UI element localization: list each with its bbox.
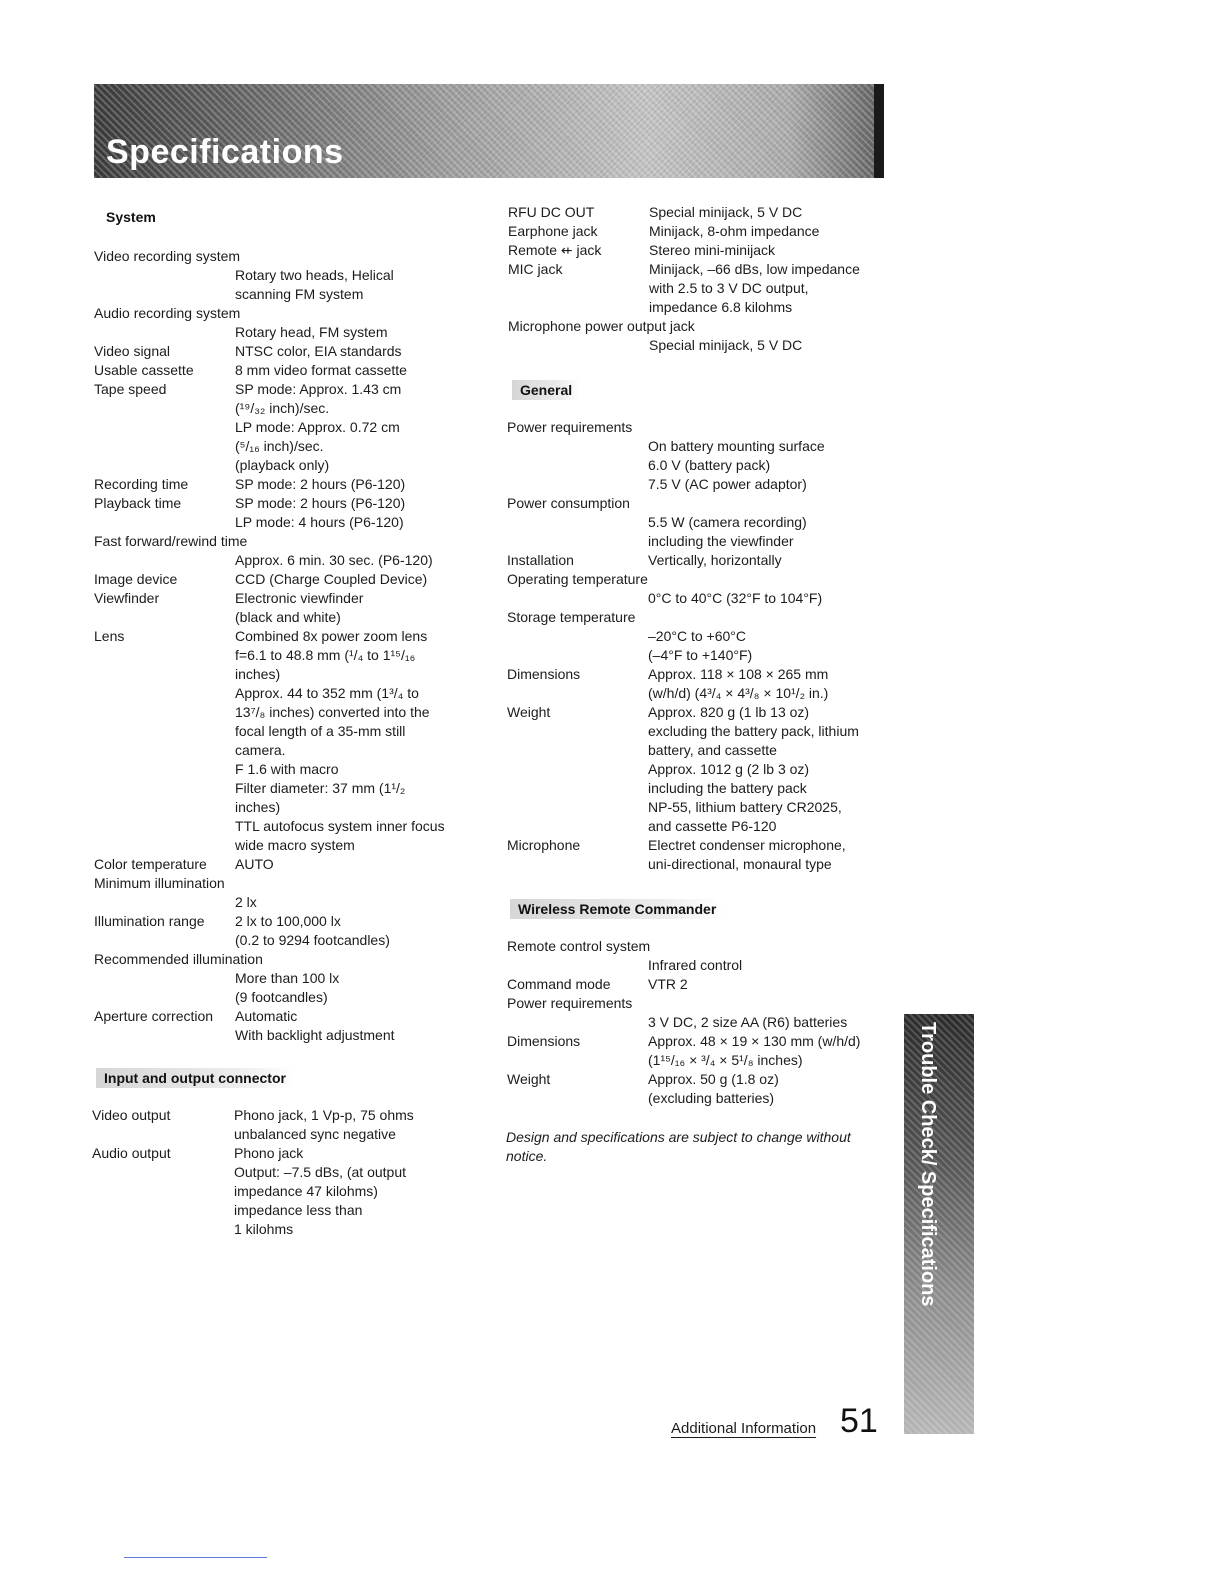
spec-row [94, 494, 445, 532]
spec-label [507, 513, 648, 551]
spec-value-line: battery, and cassette [648, 742, 777, 758]
spec-value-line: Approx. 1012 g (2 lb 3 oz) [648, 761, 810, 777]
spec-value-line: Special minijack, 5 V DC [649, 337, 803, 353]
spec-value-line: 0°C to 40°C (32°F to 104°F) [648, 590, 823, 606]
spec-value-line: Phono jack, 1 Vp-p, 75 ohms [234, 1107, 414, 1123]
spec-label: Power requirements [507, 419, 633, 435]
spec-row [507, 836, 859, 874]
spec-value-line: SP mode: 2 hours (P6-120) [235, 476, 406, 492]
spec-row [507, 703, 859, 836]
spec-label: Power requirements [507, 995, 633, 1011]
spec-value [234, 1144, 406, 1239]
spec-row [94, 855, 445, 874]
spec-value [649, 203, 802, 222]
spec-value-line: NTSC color, EIA standards [235, 343, 402, 359]
spec-label [94, 323, 235, 342]
spec-row [94, 247, 445, 266]
spec-value [648, 1070, 779, 1108]
spec-row [94, 380, 445, 475]
spec-value-line: 5.5 W (camera recording) [648, 514, 807, 530]
spec-row [94, 323, 445, 342]
spec-row [94, 912, 445, 950]
spec-label: Minimum illumination [94, 875, 225, 891]
spec-row [94, 874, 445, 893]
spec-label: Recommended illumination [94, 951, 263, 967]
spec-value-line: Approx. 6 min. 30 sec. (P6-120) [235, 552, 433, 568]
spec-row [94, 532, 445, 551]
spec-value [235, 912, 390, 950]
spec-value-line: Approx. 48 × 19 × 130 mm (w/h/d) [648, 1033, 861, 1049]
spec-label [507, 437, 648, 494]
spec-value-line: LP mode: Approx. 0.72 cm [235, 419, 400, 435]
spec-value-line: (playback only) [235, 457, 330, 473]
spec-label: Illumination range [94, 913, 205, 929]
spec-label [508, 336, 649, 355]
spec-value [235, 627, 445, 855]
spec-row [94, 627, 445, 855]
spec-row [94, 893, 445, 912]
spec-label: Image device [94, 571, 178, 587]
spec-value [648, 1032, 860, 1070]
spec-value-line: SP mode: 2 hours (P6-120) [235, 495, 406, 511]
spec-value [235, 589, 363, 627]
disclaimer-note: Design and specifications are subject to change without notice. [506, 1129, 851, 1164]
spec-row [507, 1032, 860, 1070]
spec-row [92, 1106, 414, 1144]
spec-label: Remote ⇷ jack [508, 242, 602, 258]
spec-row [508, 260, 860, 317]
spec-label: Microphone power output jack [508, 318, 695, 334]
spec-value-line: –20°C to +60°C [648, 628, 746, 644]
spec-label: Weight [507, 704, 551, 720]
spec-value-line: Approx. 118 × 108 × 265 mm [648, 666, 829, 682]
spec-row [507, 1070, 860, 1108]
spec-row [507, 570, 859, 589]
spec-label [507, 589, 648, 608]
spec-row [94, 551, 445, 570]
general-heading: General [512, 380, 580, 400]
wireless-spec-list [507, 937, 860, 1108]
spec-value-line: (black and white) [235, 609, 341, 625]
spec-row [508, 203, 860, 222]
spec-value-line: impedance 47 kilohms) [234, 1183, 378, 1199]
spec-label: Weight [507, 1071, 551, 1087]
spec-value-line: 1 kilohms [234, 1221, 294, 1237]
spec-value-line: and cassette P6-120 [648, 818, 777, 834]
spec-label: Remote control system [507, 938, 651, 954]
connector-spec-list [508, 203, 860, 355]
spec-value-line: camera. [235, 742, 286, 758]
spec-value-line: Electret condenser microphone, [648, 837, 846, 853]
spec-row [507, 589, 859, 608]
wireless-heading: Wireless Remote Commander [510, 899, 724, 919]
spec-value [235, 342, 402, 361]
spec-value [649, 241, 775, 260]
spec-label: Command mode [507, 976, 611, 992]
spec-value-line: 2 lx [235, 894, 257, 910]
spec-value-line: 6.0 V (battery pack) [648, 457, 771, 473]
spec-value [648, 589, 822, 608]
spec-value-line: inches) [235, 666, 281, 682]
spec-value-line: AUTO [235, 856, 274, 872]
spec-value-line: VTR 2 [648, 976, 688, 992]
spec-value-line: uni-directional, monaural type [648, 856, 832, 872]
spec-value-line: TTL autofocus system inner focus [235, 818, 445, 834]
spec-label [94, 551, 235, 570]
spec-value-line: scanning FM system [235, 286, 364, 302]
spec-value [648, 975, 688, 994]
spec-row [94, 475, 445, 494]
header-banner [94, 84, 884, 178]
spec-label: Microphone [507, 837, 581, 853]
spec-label: Aperture correction [94, 1008, 214, 1024]
spec-label: Lens [94, 628, 125, 644]
spec-value [649, 222, 819, 241]
spec-value [235, 969, 339, 1007]
spec-value-line: Special minijack, 5 V DC [649, 204, 803, 220]
spec-row [92, 1144, 414, 1239]
spec-row [507, 665, 859, 703]
spec-value-line: Stereo mini-minijack [649, 242, 776, 258]
spec-row [508, 241, 860, 260]
spec-value [648, 513, 807, 551]
spec-label: Viewfinder [94, 590, 160, 606]
spec-label: Video output [92, 1107, 171, 1123]
spec-value [235, 494, 405, 532]
spec-value [235, 266, 394, 304]
spec-label [94, 969, 235, 1007]
spec-row [507, 513, 859, 551]
spec-label: Dimensions [507, 1033, 581, 1049]
spec-value-line: With backlight adjustment [235, 1027, 395, 1043]
spec-value [234, 1106, 414, 1144]
spec-value-line: with 2.5 to 3 V DC output, [649, 280, 809, 296]
spec-label [507, 1013, 648, 1032]
bottom-rule [124, 1557, 267, 1558]
spec-value-line: (1¹⁵/₁₆ × ³/₄ × 5¹/₈ inches) [648, 1052, 803, 1068]
spec-value [649, 260, 860, 317]
spec-value-line: (¹⁹/₃₂ inch)/sec. [235, 400, 330, 416]
spec-value-line: NP-55, lithium battery CR2025, [648, 799, 842, 815]
spec-value-line: 8 mm video format cassette [235, 362, 407, 378]
spec-value-line: (0.2 to 9294 footcandles) [235, 932, 390, 948]
page-title: Specifications [106, 133, 344, 171]
spec-label: Video recording system [94, 248, 241, 264]
spec-value-line: Infrared control [648, 957, 743, 973]
spec-label: Color temperature [94, 856, 207, 872]
spec-label [507, 627, 648, 665]
spec-value-line: Phono jack [234, 1145, 304, 1161]
spec-row [94, 570, 445, 589]
spec-value [235, 475, 405, 494]
spec-row [507, 627, 859, 665]
spec-value-line: unbalanced sync negative [234, 1126, 396, 1142]
spec-value-line: Automatic [235, 1008, 298, 1024]
spec-value [235, 551, 433, 570]
spec-row [508, 317, 860, 336]
side-section-tab [904, 1014, 974, 1434]
spec-value [235, 380, 401, 475]
spec-label: Dimensions [507, 666, 581, 682]
io-spec-list [92, 1106, 414, 1239]
spec-label: Video signal [94, 343, 171, 359]
spec-value [235, 893, 257, 912]
spec-row [507, 437, 859, 494]
spec-row [507, 608, 859, 627]
spec-label: Audio output [92, 1145, 171, 1161]
spec-label: RFU DC OUT [508, 204, 595, 220]
spec-row [507, 1013, 860, 1032]
spec-row [94, 266, 445, 304]
spec-label [94, 893, 235, 912]
spec-value [235, 1007, 395, 1045]
spec-row [94, 304, 445, 323]
spec-value [648, 627, 752, 665]
spec-value [648, 551, 782, 570]
spec-value-line: On battery mounting surface [648, 438, 825, 454]
spec-row [507, 494, 859, 513]
spec-value [648, 1013, 847, 1032]
spec-row [507, 937, 860, 956]
spec-row [507, 975, 860, 994]
spec-value [235, 570, 427, 589]
spec-row [94, 1007, 445, 1045]
spec-value-line: Electronic viewfinder [235, 590, 364, 606]
spec-row [94, 969, 445, 1007]
spec-value-line: wide macro system [235, 837, 355, 853]
spec-label: Fast forward/rewind time [94, 533, 248, 549]
spec-value [648, 665, 828, 703]
spec-label: Installation [507, 552, 574, 568]
spec-row [507, 418, 859, 437]
spec-value-line: 7.5 V (AC power adaptor) [648, 476, 807, 492]
spec-value-line: f=6.1 to 48.8 mm (¹/₄ to 1¹⁵/₁₆ [235, 647, 416, 663]
spec-value-line: Approx. 44 to 352 mm (1³/₄ to [235, 685, 419, 701]
spec-label: Recording time [94, 476, 189, 492]
spec-value-line: (9 footcandles) [235, 989, 328, 1005]
spec-row [94, 589, 445, 627]
spec-value [235, 855, 274, 874]
spec-value-line: (w/h/d) (4³/₄ × 4³/₈ × 10¹/₂ in.) [648, 685, 829, 701]
spec-row [507, 994, 860, 1013]
spec-value-line: including the viewfinder [648, 533, 794, 549]
spec-label: Storage temperature [507, 609, 636, 625]
spec-value-line: Rotary head, FM system [235, 324, 388, 340]
spec-row [507, 551, 859, 570]
spec-row [94, 361, 445, 380]
spec-value-line: F 1.6 with macro [235, 761, 339, 777]
spec-label: Tape speed [94, 381, 167, 397]
spec-value-line: CCD (Charge Coupled Device) [235, 571, 428, 587]
spec-label [507, 956, 648, 975]
spec-value-line: Output: –7.5 dBs, (at output [234, 1164, 406, 1180]
spec-value [648, 956, 742, 975]
general-spec-list [507, 418, 859, 874]
spec-value-line: Minijack, –66 dBs, low impedance [649, 261, 860, 277]
spec-value-line: including the battery pack [648, 780, 807, 796]
spec-label: Playback time [94, 495, 182, 511]
spec-value [649, 336, 802, 355]
spec-row [508, 222, 860, 241]
spec-value-line: 2 lx to 100,000 lx [235, 913, 341, 929]
page-number: 51 [840, 1402, 878, 1440]
spec-value-line: Minijack, 8-ohm impedance [649, 223, 820, 239]
spec-value [648, 437, 825, 494]
spec-value [235, 323, 388, 342]
spec-value-line: Approx. 50 g (1.8 oz) [648, 1071, 779, 1087]
spec-value-line: SP mode: Approx. 1.43 cm [235, 381, 402, 397]
spec-value-line: inches) [235, 799, 281, 815]
spec-row [94, 342, 445, 361]
side-tab-text: Trouble Check/ Specifications [917, 1022, 939, 1307]
spec-value-line: focal length of a 35-mm still [235, 723, 406, 739]
spec-value-line: (⁵/₁₆ inch)/sec. [235, 438, 324, 454]
spec-row [507, 956, 860, 975]
banner-edge [874, 84, 884, 178]
spec-value-line: Rotary two heads, Helical [235, 267, 394, 283]
spec-value-line: 3 V DC, 2 size AA (R6) batteries [648, 1014, 848, 1030]
spec-value-line: More than 100 lx [235, 970, 340, 986]
spec-value-line: impedance less than [234, 1202, 363, 1218]
system-heading: System [106, 209, 156, 225]
spec-label: Audio recording system [94, 305, 241, 321]
spec-value-line: Combined 8x power zoom lens [235, 628, 428, 644]
spec-value-line: Vertically, horizontally [648, 552, 782, 568]
spec-value [648, 836, 846, 874]
spec-row [508, 336, 860, 355]
spec-value-line: (excluding batteries) [648, 1090, 775, 1106]
io-heading: Input and output connector [96, 1068, 294, 1088]
spec-label: Usable cassette [94, 362, 194, 378]
system-spec-list [94, 247, 445, 1045]
spec-value-line: (–4°F to +140°F) [648, 647, 753, 663]
footer-section-label: Additional Information [671, 1420, 817, 1437]
spec-label: MIC jack [508, 261, 563, 277]
spec-value-line: Approx. 820 g (1 lb 13 oz) [648, 704, 810, 720]
spec-value-line: impedance 6.8 kilohms [649, 299, 793, 315]
spec-label [94, 266, 235, 304]
spec-label: Power consumption [507, 495, 630, 511]
spec-label: Operating temperature [507, 571, 648, 587]
spec-value-line: excluding the battery pack, lithium [648, 723, 859, 739]
spec-value-line: 13⁷/₈ inches) converted into the [235, 704, 430, 720]
spec-value [235, 361, 407, 380]
spec-value-line: LP mode: 4 hours (P6-120) [235, 514, 404, 530]
spec-value-line: Filter diameter: 37 mm (1¹/₂ [235, 780, 406, 796]
spec-value [648, 703, 859, 836]
spec-label: Earphone jack [508, 223, 598, 239]
spec-row [94, 950, 445, 969]
